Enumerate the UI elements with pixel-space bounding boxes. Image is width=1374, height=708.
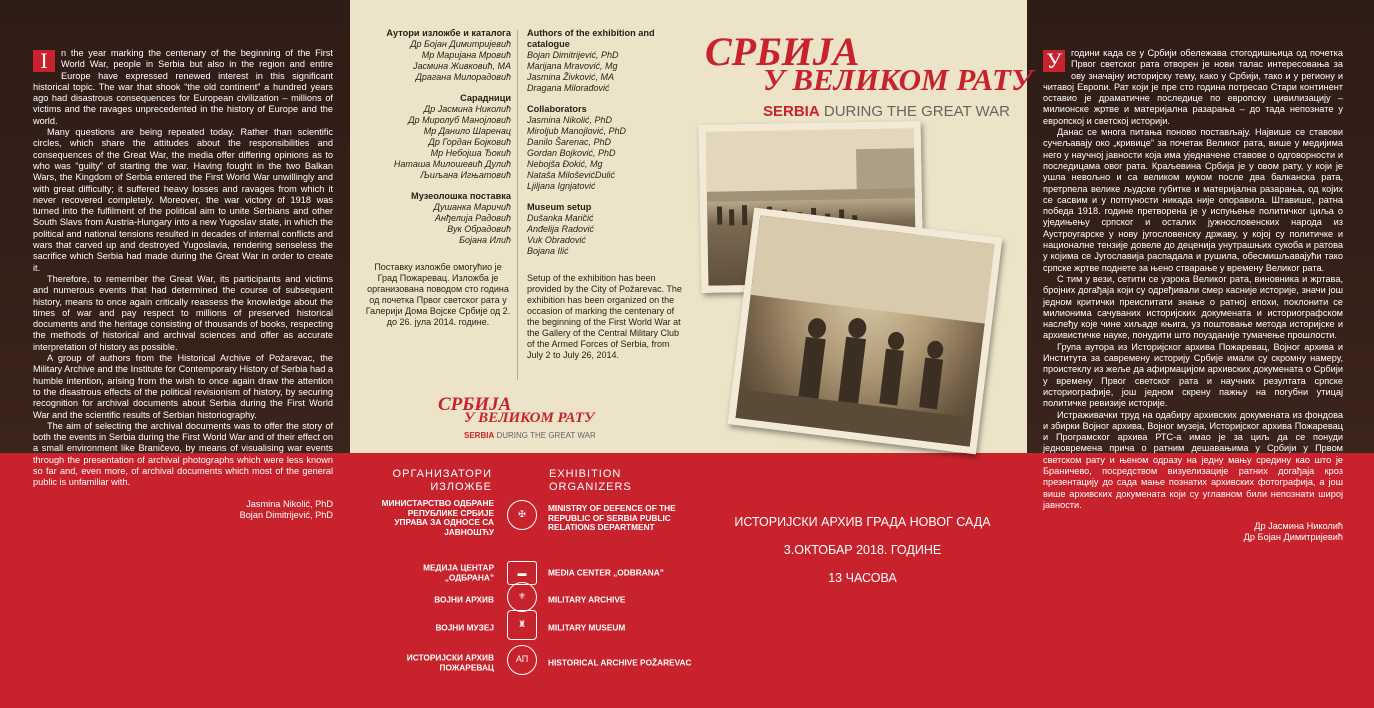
credits-heading: Сарадници <box>460 93 511 103</box>
credits-heading: Аутори изложбе и каталога <box>386 28 511 38</box>
archival-photo-officers <box>728 208 1003 455</box>
organizers-heading-english: EXHIBITION ORGANIZERS <box>549 468 632 493</box>
paragraph: Therefore, to remember the Great War, its participants and victims and numerous events that had determined the course of subsequent history, means to once again critically reassess the knowledge about the times of war and pay respect to millions of preserved historical documents and the heritage consisting of thousands of books, respecting the methods of historical and archival sciences and offer as accurate interpretation of history as possible. <box>33 273 333 352</box>
credits-heading: Authors of the exhibition and catalogue <box>527 28 655 49</box>
name: Наташа Милошевић Дулић <box>393 159 511 169</box>
organizer-name-en: MINISTRY OF DEFENCE OF THE REPUBLIC OF SERBIA PUBLIC RELATIONS DEPARTMENT <box>548 502 676 532</box>
organizer-name-sr: МИНИСТАРСТВО ОДБРАНЕ РЕПУБЛИКЕ СРБИЈЕ УПРАВА ЗА ОДНОСЕ СА ЈАВНОШЋУ <box>381 498 494 537</box>
dropcap: У <box>1043 50 1065 72</box>
name: Jasmina Nikolić, PhD <box>527 115 613 125</box>
name: Nataša MiloševićDulić <box>527 170 616 180</box>
name: Анђелија Радовић <box>435 213 511 223</box>
name: Вук Обрадовић <box>447 224 511 234</box>
name: Душанка Маричић <box>433 202 511 212</box>
organizer-name-en: MILITARY ARCHIVE <box>548 594 626 605</box>
media-center-logo-icon: ▬ <box>507 561 537 585</box>
name: Dragana Milorađović <box>527 83 610 93</box>
credits-english <box>527 28 687 361</box>
organizer-military-museum <box>372 610 692 646</box>
name: Др Јасмина Николић <box>423 104 511 114</box>
name: Bojana Ilić <box>527 246 569 256</box>
logo-title-line1: СРБИЈА <box>705 29 860 74</box>
name: Мр Данило Шаренац <box>423 126 511 136</box>
name: Jasmina Živković, MA <box>527 72 615 82</box>
paragraph: Many questions are being repeated today. Rather than scientific circles, which share the attitudes about the responsibilities and consequences of the Great War, the media offer differing opinions as to who was “guilty” of starting the war. Having fought in the two Balkan Wars, the Kingdom of Serbia entered the First World War unwillingly and with great difficulty; it suffered heavy losses and ravages from which it never recovered completely. Moreover, the war victory of 1918 was turned into the fulfilment of the political aim to unite Serbians and other South Slavs from Austria-Hungary into a new Yugoslav state, in which the political and national tensions resulted in decades of internal conflicts and wars that carved up and destroyed Yugoslavia, rendering senseless the sacrifice which Serbia had made during the Great War in order to create it. <box>33 127 333 273</box>
organizers-heading-serbian: ОРГАНИЗАТОРИ ИЗЛОЖБЕ <box>392 468 492 493</box>
event-venue: ИСТОРИЈСКИ АРХИВ ГРАДА НОВОГ САДА <box>734 515 991 529</box>
name: Danilo Šarenac, PhD <box>527 137 612 147</box>
logo-subtitle: SERBIA DURING THE GREAT WAR <box>763 103 1010 120</box>
exhibition-logo <box>705 28 1033 128</box>
paragraph: The aim of selecting the archival documents was to offer the story of both the events in Serbia during the First World War and of their effect on a small environment like Braničevo, by means of visualising war events through the presentation of archival photographs which were less known so far and, even more, of archival documents which most of the general public is unfamiliar with. <box>33 420 333 488</box>
organizer-ministry-of-defence <box>372 500 692 536</box>
military-archive-emblem-icon: ⚜ <box>507 582 537 612</box>
organizer-historical-archive <box>372 645 692 681</box>
signature: Jasmina Nikolić, PhD Bojan Dimitrijević, PhD <box>239 498 333 520</box>
name: Gordan Bojković, PhD <box>527 148 616 158</box>
military-museum-emblem-icon: ♜ <box>507 610 537 640</box>
credits-note: Поставку изложбе омогућио је Град Пожаревац. Изложба је организована поводом сто година од почетка Првог светског рата у Галерији Дома Војске Србије од 2. до 26. јула 2014. године. <box>365 262 511 327</box>
credits-divider <box>517 30 518 380</box>
name: Др Миролуб Манојловић <box>408 115 511 125</box>
name: Bojan Dimitrijević, PhD <box>527 50 619 60</box>
name: Marijana Mravović, Mg <box>527 61 618 71</box>
organizer-name-sr: ИСТОРИЈСКИ АРХИВ ПОЖАРЕВАЦ <box>406 652 494 672</box>
paragraph: Истраживачки труд на одабиру архивских докумената из фондова и збирки Војног архива, Војног музеја, Историјског архива Пожаревац и Програмског архива РТС-а имао је за циљ да се понуди једновремена прича о ратним дешавањима у Србији у Првом светском рату и њеном одразу на једну мању средину као што је Браничево, посредством визуелизације ратних догађаја кроз презентацију до сада мање познатих архивских фотографија, а још више архивских докумената који су углавном били непознати широј јавности. <box>1043 409 1343 510</box>
ministry-emblem-icon: ✠ <box>507 500 537 530</box>
intro-text-english <box>33 48 333 521</box>
name: Ljiljana Ignjatović <box>527 181 596 191</box>
credits-serbian <box>365 28 511 328</box>
paragraph: A group of authors from the Historical Archive of Požarevac, the Military Archive and the Institute for Contemporary History of Serbia had a humble intention, arising from the wish to once again draw the attention to the disastrous effects of the political revisionism of history, by securing recognition for archival documents about Serbia during the First World War and the scientific results of Serbian historiography. <box>33 353 333 420</box>
name: Dušanka Maričić <box>527 213 594 223</box>
logo-title-line2: У ВЕЛИКОМ РАТУ <box>464 410 595 426</box>
event-date: 3.ОКТОБАР 2018. ГОДИНЕ <box>783 543 942 557</box>
paragraph: години када се у Србији обележава стогодишњица од почетка Првог светског рата отворен је нови талас интересовања за ову значајну историјску тему, како у Србији, тако и у региону и читавој Европи. Рат који је пре сто година потресао Стари континент оставио је драматичне последице по европску цивилизацију – милионске жртве и материјална разарања – до тада непознате у европској и светској историји. <box>1043 48 1343 126</box>
name: Др Бојан Димитријевић <box>410 39 511 49</box>
paragraph: Група аутора из Историјског архива Пожаревац, Војног архива и Института за савремену историју Србије имали су скромну намеру, проистеклу из жеље да афирмацијом архивских докумената о Србији у времену Првог светског рата и научних резултата српске историографије, још једном скрену пажњу на погубни утицај политичке ревизије историје. <box>1043 341 1343 409</box>
organizer-name-en: MILITARY MUSEUM <box>548 622 626 633</box>
name: Драгана Милорадовић <box>415 72 511 82</box>
credits-heading: Collaborators <box>527 104 587 114</box>
signature: Др Јасмина Николић Др Бојан Димитријевић <box>1243 521 1343 543</box>
logo-subtitle: SERBIA DURING THE GREAT WAR <box>464 431 596 440</box>
credits-heading: Музеолошка поставка <box>411 191 511 201</box>
organizer-name-sr: ВОЈНИ МУЗЕЈ <box>435 622 494 633</box>
name: Vuk Obradović <box>527 235 586 245</box>
organizer-name-sr: МЕДИЈА ЦЕНТАР „ОДБРАНА” <box>423 562 494 582</box>
name: Мр Небојша Ђокић <box>430 148 511 158</box>
name: Бојана Илић <box>459 235 511 245</box>
historical-archive-logo-icon: АП <box>507 645 537 675</box>
name: Јасмина Живковић, МА <box>412 61 511 71</box>
paragraph: С тим у вези, сетити се узрока Великог рата, виновника и жртава, бројних догађаја који су одређивали смер касније историје, значи још једном критички преиспитати знање о ратној епохи, поклонити се милионима сачуваних историјских докумената и историографском наслеђу које чине хиљаде књига, уз поштовање метода историјске и архивистичке науке, понудити што поузданије тумачење прошлости. <box>1043 273 1343 341</box>
organizer-name-en: MEDIA CENTER „ODBRANA” <box>548 567 664 578</box>
paragraph: n the year marking the centenary of the beginning of the First World War, people in Serbia but also in the region and entire Europe have expressed renewed interest in this significant historical topic. The war that shook “the old continent” a hundred years ago had disastrous consequences for European civilization – millions of victims and the ravages unprecedented in the history of Europe and the world. <box>33 48 333 126</box>
organizer-name-en: HISTORICAL ARCHIVE POŽAREVAC <box>548 657 692 668</box>
name: Anđelija Radović <box>527 224 595 234</box>
name: Љиљана Игњатовић <box>420 170 511 180</box>
exhibition-logo-small <box>436 394 616 454</box>
photo-illustration <box>734 215 1003 454</box>
name: Мр Маријана Мровић <box>421 50 511 60</box>
paragraph: Данас се многа питања поново постављају. Највише се ставови сучељавају око „кривице” за почетак Великог рата, више у медијима него у научној јавности која има уједначене ставове о одговорности и последицама овог рата. Краљевина Србија је у овом рату, у који је ушла невољно и са великом муком после два балканска рата, претрпела велике људске губитке и материјална разарања, од којих се сасвим и у потпуности никада није опоравила. Штавише, ратна победа 1918. године претворена је у испуњење политичког циља о уједињењу српског и осталих јужнословенских народа из Аустроугарске у нову југословенску државу, у којој су политичке и националне тензије довеле до деценија унутрашњих сукоба и ратова у којима се Југославија распадала и рушила, обесмишљавајући тако српске жртве поднете за њено стварање у времену Великог рата. <box>1043 127 1343 273</box>
name: Др Гордан Бојковић <box>428 137 511 147</box>
credits-note: Setup of the exhibition has been provided by the City of Požarevac. The exhibition has been organized on the occasion of marking the centenary of the beginning of the First World War at the Gallery of the Central Military Club of the Armed Forces of Serbia, from July 2 to July 26, 2014. <box>527 273 682 360</box>
name: Nebojša Đokić, Mg <box>527 159 603 169</box>
event-time: 13 ЧАСОВА <box>828 571 897 585</box>
logo-title-line1: СРБИЈА <box>438 394 512 415</box>
credits-heading: Museum setup <box>527 202 592 212</box>
intro-text-serbian <box>1043 48 1343 544</box>
dropcap: I <box>33 50 55 72</box>
logo-title-line2: У ВЕЛИКОМ РАТУ <box>763 62 1033 97</box>
organizer-name-sr: ВОЈНИ АРХИВ <box>434 594 494 605</box>
name: Miroljub Manojlović, PhD <box>527 126 627 136</box>
